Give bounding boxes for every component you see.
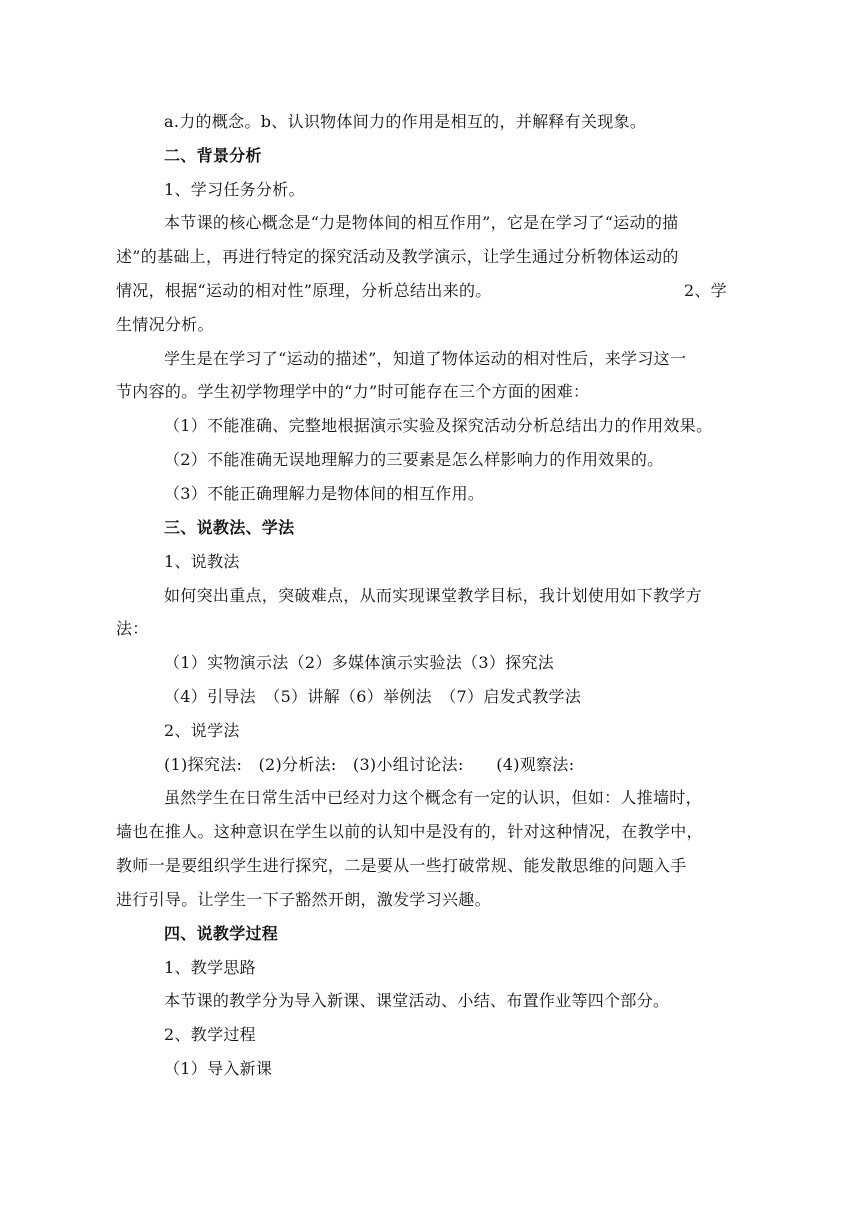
text-line: 生情况分析。 bbox=[116, 315, 214, 334]
list-item: (1)探究法: (2)分析法: (3)小组讨论法: (4)观察法: bbox=[164, 755, 575, 774]
list-item: （4）引导法 （5）讲解（6）举例法 （7）启发式教学法 bbox=[164, 687, 582, 706]
text-line-tail: 2、学 bbox=[684, 281, 728, 300]
text-line: 虽然学生在日常生活中已经对力这个概念有一定的认识，但如：人推墙时， bbox=[164, 788, 702, 807]
text-line: 2、说学法 bbox=[164, 721, 240, 740]
list-item: （1）实物演示法（2）多媒体演示实验法（3）探究法 bbox=[164, 653, 555, 672]
list-item: （1）导入新课 bbox=[164, 1059, 273, 1078]
text-line: 述”的基础上，再进行特定的探究活动及教学演示，让学生通过分析物体运动的 bbox=[116, 247, 679, 266]
text-line: 教师一是要组织学生进行探究，二是要从一些打破常规、能发散思维的问题入手 bbox=[116, 856, 687, 875]
text-line: 如何突出重点，突破难点，从而实现课堂教学目标，我计划使用如下教学方 bbox=[164, 586, 702, 605]
text-line: 学生是在学习了“运动的描述”，知道了物体运动的相对性后，来学习这一 bbox=[164, 349, 687, 368]
text-line: 1、教学思路 bbox=[164, 958, 256, 977]
text-line: 2、教学过程 bbox=[164, 1025, 256, 1044]
section-heading: 三、说教法、学法 bbox=[164, 518, 295, 537]
text-line: 1、说教法 bbox=[164, 552, 240, 571]
text-line: 法： bbox=[116, 619, 149, 638]
section-heading: 四、说教学过程 bbox=[164, 924, 279, 943]
list-item: （3）不能正确理解力是物体间的相互作用。 bbox=[164, 484, 485, 503]
text-line: 进行引导。让学生一下子豁然开朗，激发学习兴趣。 bbox=[116, 890, 491, 909]
text-line: 1、学习任务分析。 bbox=[164, 180, 305, 199]
text-line: 本节课的核心概念是“力是物体间的相互作用”，它是在学习了“运动的描 bbox=[164, 213, 679, 232]
text-line: 墙也在推人。这种意识在学生以前的认知中是没有的，针对这种情况，在教学中， bbox=[116, 822, 703, 841]
section-heading: 二、背景分析 bbox=[164, 146, 262, 165]
text-line: 节内容的。学生初学物理学中的“力”时可能存在三个方面的困难： bbox=[116, 382, 590, 401]
text-line: 情况，根据“运动的相对性”原理，分析总结出来的。 bbox=[116, 281, 492, 300]
list-item: （2）不能准确无误地理解力的三要素是怎么样影响力的作用效果的。 bbox=[164, 450, 664, 469]
list-item: （1）不能准确、完整地根据演示实验及探究活动分析总结出力的作用效果。 bbox=[164, 416, 713, 435]
text-line: 本节课的教学分为导入新课、课堂活动、小结、布置作业等四个部分。 bbox=[164, 991, 670, 1010]
text-line: a.力的概念。b、认识物体间力的作用是相互的，并解释有关现象。 bbox=[164, 112, 647, 131]
